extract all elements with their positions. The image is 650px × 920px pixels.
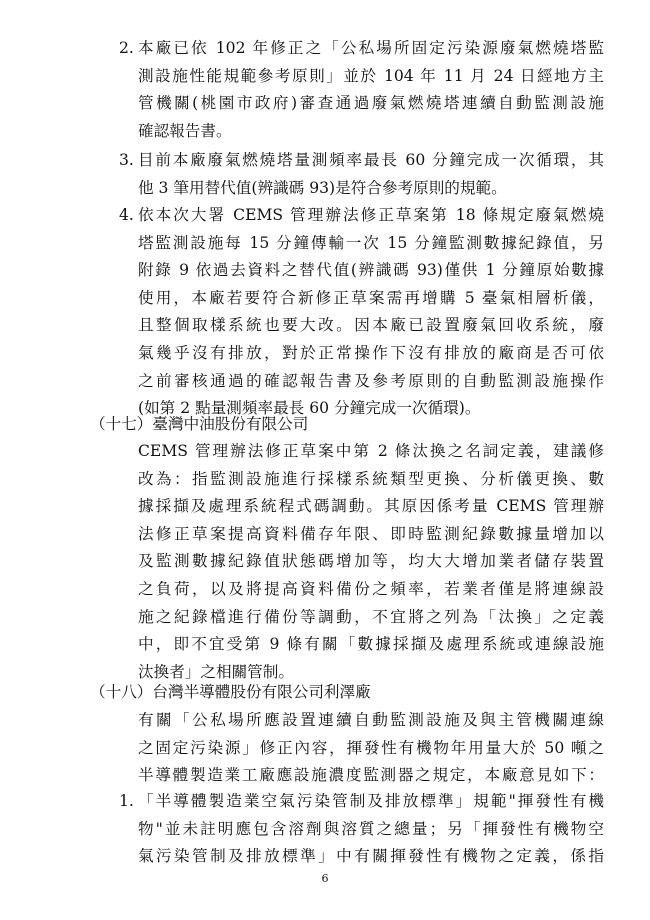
list-item-3 (119, 147, 604, 202)
list-item-2 (119, 35, 604, 145)
text-line: 塔監測設施每 15 分鐘傳輸一次 15 分鐘監測數據紀錄值，另 (138, 233, 604, 252)
section-heading-17: （十七）臺灣中油股份有限公司 (90, 415, 309, 433)
item-number: 3. (119, 151, 134, 169)
text-line: 有關「公私場所應設置連續自動監測設施及與主管機關連線 (138, 711, 604, 729)
text-line: (如第 2 點量測頻率最長 60 分鐘完成一次循環)。 (138, 399, 481, 418)
text-line: 據採擷及處理系統程式碼調動。其原因係考量 CEMS 管理辦 (138, 497, 604, 516)
text-line: 測設施性能規範參考原則」並於 104 年 11 月 24 日經地方主 (138, 66, 604, 85)
text-line: 目前本廠廢氣燃燒塔量測頻率最長 60 分鐘完成一次循環，其 (138, 151, 604, 169)
text-line: 之固定污染源」修正內容，揮發性有機物年用量大於 50 噸之 (138, 738, 604, 757)
item-number: 1. (119, 792, 134, 810)
text-line: 之前審核通過的確認報告書及參考原則的自動監測設施操作 (138, 371, 604, 390)
text-line: 「半導體製造業空氣污染管制及排放標準」規範"揮發性有機 (138, 792, 604, 810)
text-line: 中，即不宜受第 9 條有關「數據採擷及處理系統或連線設施 (138, 635, 604, 654)
text-line: 之負荷，以及將提高資料備份之頻率，若業者僅是將連線設 (138, 579, 604, 598)
text-line: 氣污染管制及排放標準」中有關揮發性有機物之定義，係指 (138, 847, 604, 866)
list-item-4 (119, 202, 604, 423)
text-line: 依本次大署 CEMS 管理辦法修正草案第 18 條規定廢氣燃燒 (138, 206, 604, 224)
text-line: 管機關(桃園市政府)審查通過廢氣燃燒塔連續自動監測設施 (138, 94, 604, 113)
text-line: 施之紀錄檔進行備份等調動，不宜將之列為「汰換」之定義 (138, 607, 604, 626)
text-line: 使用，本廠若要符合新修正草案需再增購 5 臺氣相層析儀， (138, 288, 604, 307)
text-line: 且整個取樣系統也要大改。因本廠已設置廢氣回收系統，廢 (138, 316, 604, 335)
section-18-body (138, 707, 604, 790)
section-heading-18: （十八）台灣半導體股份有限公司利澤廠 (90, 683, 371, 701)
item-number: 4. (119, 206, 134, 224)
text-line: CEMS 管理辦法修正草案中第 2 條汰換之名詞定義，建議修 (138, 442, 604, 460)
page-number: 6 (321, 872, 329, 885)
text-line: 本廠已依 102 年修正之「公私場所固定污染源廢氣燃燒塔監 (138, 39, 604, 57)
section-17-body (138, 438, 604, 686)
text-line: 氣幾乎沒有排放，對於正常操作下沒有排放的廠商是否可依 (138, 343, 604, 362)
text-line: 改為：指監測設施進行採樣系統類型更換、分析儀更換、數 (138, 469, 604, 488)
text-line: 半導體製造業工廠應設施濃度監測器之規定，本廠意見如下： (138, 766, 604, 785)
text-line: 他 3 筆用替代值(辨識碼 93)是符合參考原則的規範。 (138, 178, 507, 197)
text-line: 附錄 9 依過去資料之替代值(辨識碼 93)僅供 1 分鐘原始數據 (138, 261, 604, 280)
item-number: 2. (119, 39, 134, 57)
text-line: 確認報告書。 (138, 121, 232, 140)
text-line: 物"並未註明應包含溶劑與溶質之總量；另「揮發性有機物空 (138, 819, 604, 838)
text-line: 汰換者」之相關管制。 (138, 662, 294, 681)
list-item-18-1 (119, 788, 604, 871)
text-line: 法修正草案提高資料備存年限、即時監測紀錄數據量增加以 (138, 524, 604, 543)
text-line: 及監測數據紀錄值狀態碼增加等，均大大增加業者儲存裝置 (138, 552, 604, 571)
